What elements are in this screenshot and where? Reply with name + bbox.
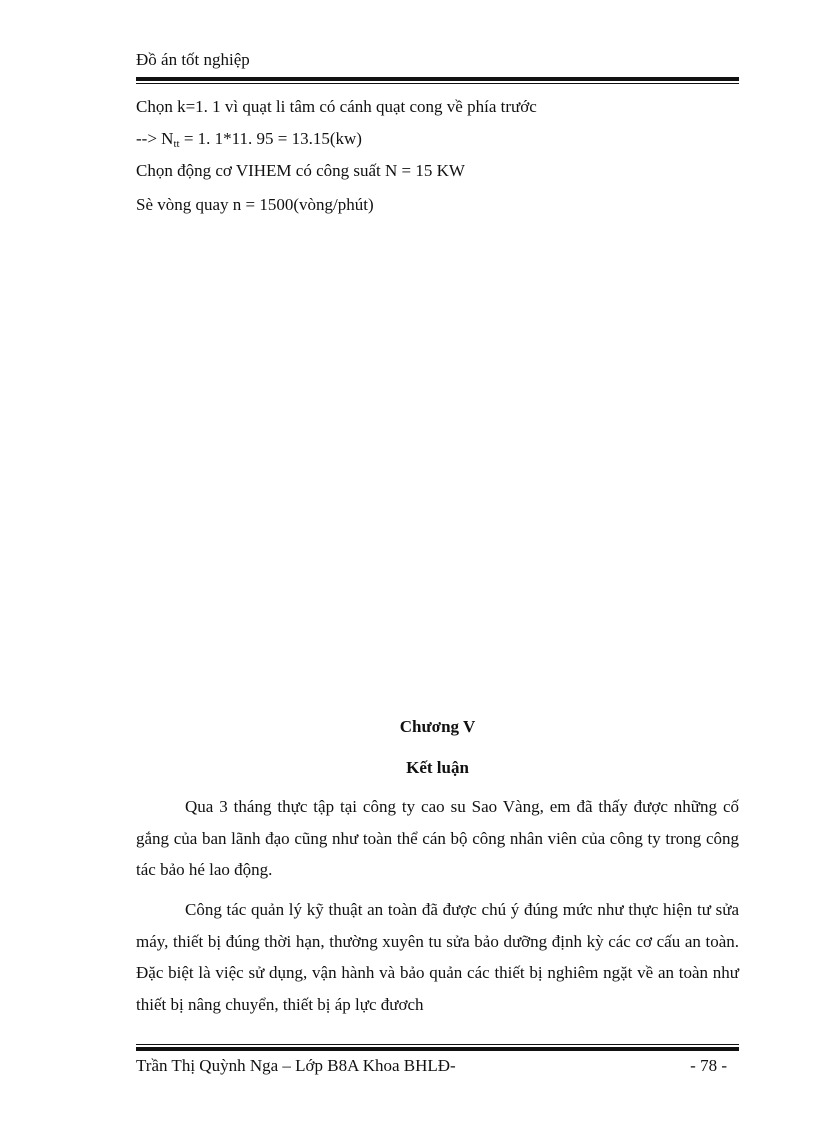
calc-line-4: Sè vòng quay n = 1500(vòng/phút): [136, 195, 374, 214]
calc-line-2: [136, 129, 362, 150]
calc-line-1: Chọn k=1. 1 vì quạt li tâm có cánh quạt cong về phía trước: [136, 97, 537, 116]
footer-divider: [136, 1044, 739, 1051]
body-paragraph-1: Qua 3 tháng thực tập tại công ty cao su Sao Vàng, em đã thấy được những cố gắng của ban lãnh đạo cũng như toàn thể cán bộ công nhân viên của công ty trong công tác bảo hé lao động.: [136, 797, 739, 879]
page-header-title: Đồ án tốt nghiệp: [136, 50, 250, 69]
calc-line-2-prefix: --> N: [136, 129, 174, 148]
header-divider: [136, 77, 739, 84]
chapter-number: Chương V: [399, 717, 476, 736]
calc-line-2-rest: = 1. 1*11. 95 = 13.15(kw): [179, 129, 362, 148]
chapter-title: Kết luận: [406, 758, 469, 777]
calc-line-2-subscript: tt: [173, 138, 180, 150]
footer-author: Trần Thị Quỳnh Nga – Lớp B8A Khoa BHLĐ-: [136, 1056, 456, 1075]
page-number: - 78 -: [690, 1056, 727, 1075]
body-paragraph-2: Công tác quản lý kỹ thuật an toàn đã được chú ý đúng mức như thực hiện tư sửa máy, thiết bị đúng thời hạn, thường xuyên tu sửa bảo dưỡng định kỳ các cơ cấu an toàn. Đặc biệt là việc sử dụng, vận hành và bảo quản các thiết bị nghiêm ngặt về an toàn như thiết bị nâng chuyển, thiết bị áp lực đươch: [136, 900, 739, 1014]
calc-line-3: Chọn động cơ VIHEM có công suất N = 15 KW: [136, 161, 465, 180]
